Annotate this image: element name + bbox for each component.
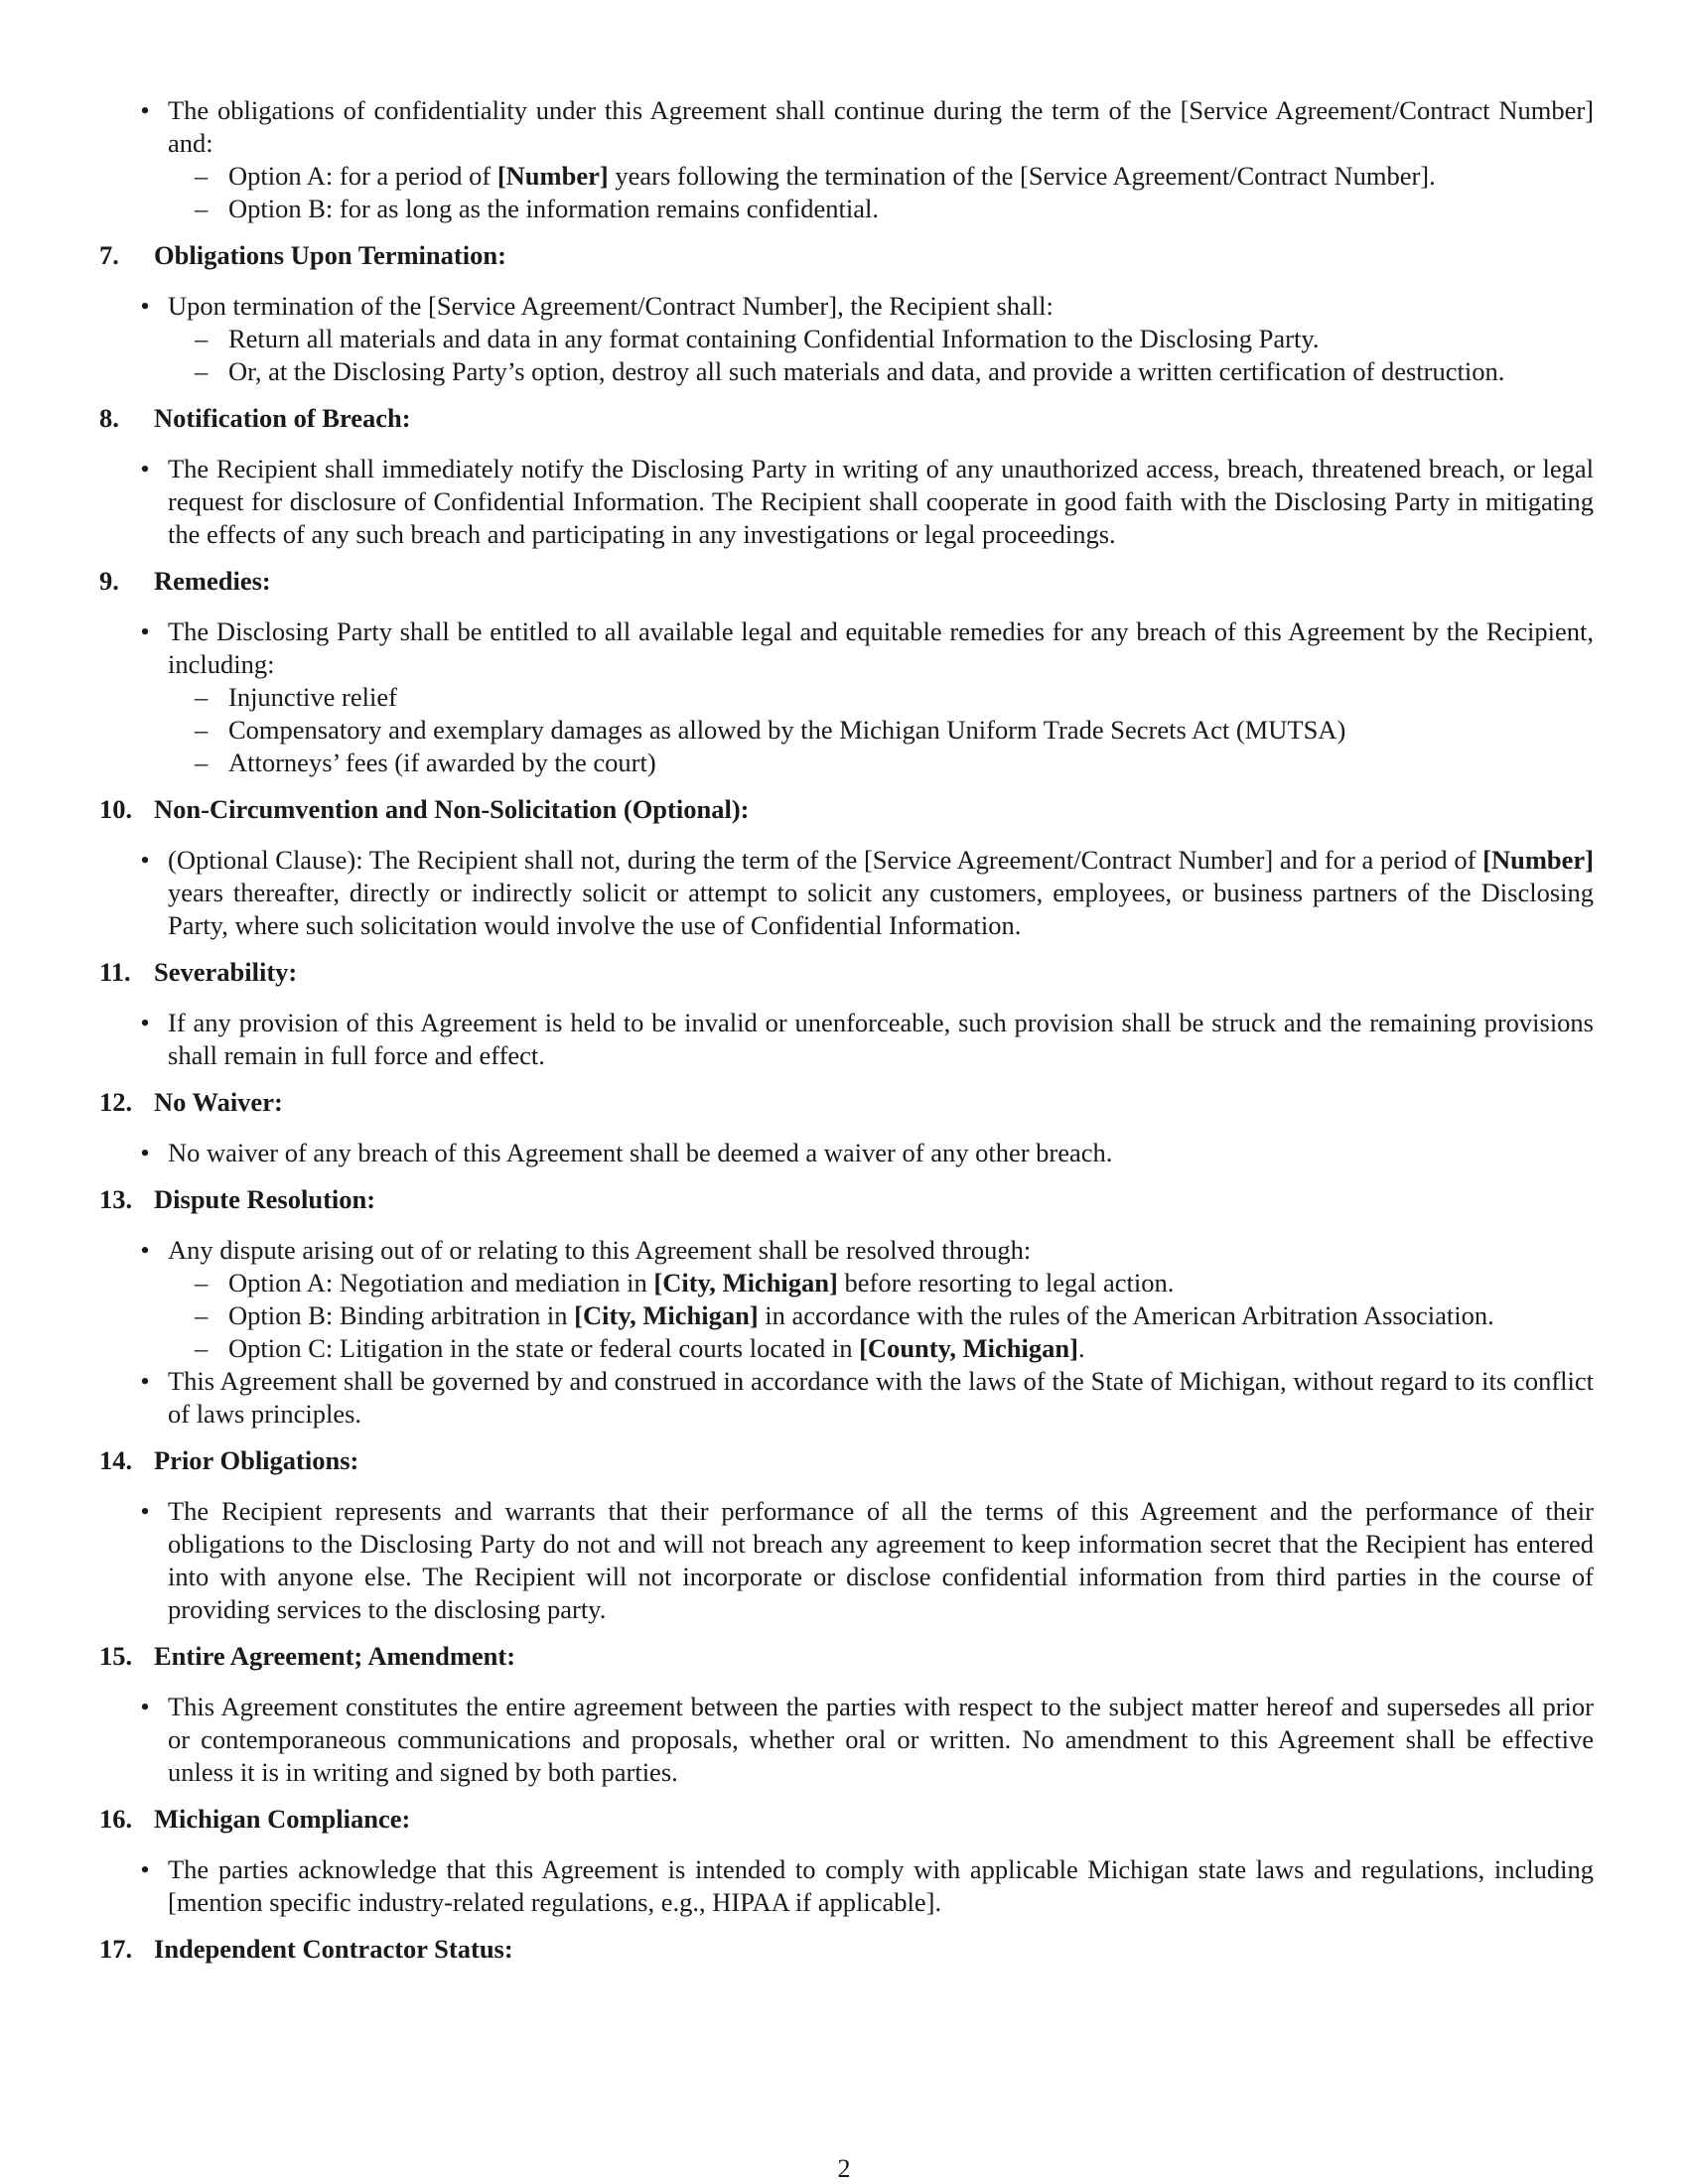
section-heading [99, 1640, 1594, 1673]
section-heading [99, 1444, 1594, 1477]
bullet-icon: • [140, 1496, 150, 1526]
list-item [99, 1495, 1594, 1626]
option-text: before resorting to legal action. [837, 1268, 1175, 1297]
section-17 [99, 1933, 1594, 1966]
section-title: Notification of Breach: [154, 403, 411, 433]
list-item-text: If any provision of this Agreement is held to be invalid or unenforceable, such provision shall be struck and the remaining provisions shall remain in full force and effect. [168, 1008, 1594, 1070]
document-page [99, 94, 1594, 1983]
bullet-icon: • [140, 845, 150, 875]
bullet-list [99, 94, 1594, 225]
bullet-icon: • [140, 616, 150, 646]
section-title: Dispute Resolution: [154, 1184, 376, 1214]
bullet-list [99, 615, 1594, 779]
section-title: Entire Agreement; Amendment: [154, 1641, 516, 1671]
list-item [99, 1365, 1594, 1431]
section-9 [99, 565, 1594, 779]
list-item-text: This Agreement shall be governed by and construed in accordance with the laws of the State of Michigan, without regard to its conflict of laws principles. [168, 1366, 1594, 1429]
section-number: 8. [99, 403, 119, 433]
list-item-text: The Recipient shall immediately notify the Disclosing Party in writing of any unauthorized access, breach, threatened breach, or legal request for disclosure of Confidential Information. The Recipient shall cooperate in good faith with the Disclosing Party in mitigating the effects of any such breach and participating in any investigations or legal proceedings. [168, 454, 1594, 549]
list-item [168, 747, 1594, 779]
list-item [99, 94, 1594, 225]
dash-icon: – [195, 1333, 209, 1363]
list-item-text: years thereafter, directly or indirectly solicit or attempt to solicit any customers, employees, or business partners of the Disclosing Party, where such solicitation would involve the use of Confidential Information. [168, 878, 1594, 940]
section-heading [99, 793, 1594, 826]
placeholder-number: [Number] [1482, 845, 1594, 875]
list-item-text: The obligations of confidentiality under this Agreement shall continue during the term of the [Service Agreement/Contract Number] and: [168, 95, 1594, 158]
dash-list [168, 681, 1594, 779]
bullet-list [99, 1007, 1594, 1072]
section-7 [99, 239, 1594, 388]
bullet-icon: • [140, 1692, 150, 1721]
bullet-list [99, 844, 1594, 942]
list-item [168, 193, 1594, 225]
bullet-icon: • [140, 1138, 150, 1167]
bullet-icon: • [140, 1854, 150, 1884]
list-item [99, 1691, 1594, 1789]
bullet-icon: • [140, 291, 150, 321]
bullet-icon: • [140, 95, 150, 125]
bullet-icon: • [140, 1235, 150, 1265]
option-placeholder: [City, Michigan] [653, 1268, 838, 1297]
dash-icon: – [195, 161, 209, 191]
section-title: Remedies: [154, 566, 271, 596]
option-placeholder: [County, Michigan] [859, 1333, 1078, 1363]
bullet-list [99, 1137, 1594, 1169]
list-item [168, 1267, 1594, 1299]
option-text: Option A: Negotiation and mediation in [228, 1268, 654, 1297]
list-item-text: Attorneys’ fees (if awarded by the court) [228, 748, 656, 777]
section-number: 9. [99, 566, 119, 596]
bullet-list [99, 290, 1594, 388]
list-item-text: Compensatory and exemplary damages as allowed by the Michigan Uniform Trade Secrets Act (MUTSA) [228, 715, 1346, 745]
list-item [99, 1007, 1594, 1072]
section-title: Non-Circumvention and Non-Solicitation (Optional): [154, 794, 750, 824]
section-heading [99, 1183, 1594, 1216]
section-8 [99, 402, 1594, 551]
dash-icon: – [195, 1300, 209, 1330]
section-title: Independent Contractor Status: [154, 1934, 513, 1964]
list-item [99, 1137, 1594, 1169]
section-number: 15. [99, 1641, 133, 1671]
section-title: Michigan Compliance: [154, 1804, 411, 1834]
dash-icon: – [195, 356, 209, 386]
section-heading [99, 239, 1594, 272]
page-number: 2 [837, 2154, 851, 2183]
option-placeholder: [City, Michigan] [574, 1300, 759, 1330]
option-text: in accordance with the rules of the American Arbitration Association. [758, 1300, 1494, 1330]
dash-icon: – [195, 715, 209, 745]
dash-icon: – [195, 324, 209, 353]
option-text: years following the termination of the [Service Agreement/Contract Number]. [608, 161, 1436, 191]
option-text: . [1077, 1333, 1085, 1363]
section-number: 17. [99, 1934, 133, 1964]
section-heading [99, 402, 1594, 435]
bullet-list [99, 1691, 1594, 1789]
list-item-text: Return all materials and data in any format containing Confidential Information to the Disclosing Party. [228, 324, 1320, 353]
list-item [168, 355, 1594, 388]
dash-list [168, 1267, 1594, 1365]
list-item [168, 714, 1594, 747]
dash-list [168, 323, 1594, 388]
dash-icon: – [195, 1268, 209, 1297]
section-title: No Waiver: [154, 1087, 283, 1117]
bullet-icon: • [140, 454, 150, 483]
bullet-icon: • [140, 1008, 150, 1037]
bullet-list [99, 1234, 1594, 1431]
option-text: Option C: Litigation in the state or federal courts located in [228, 1333, 860, 1363]
list-item-text: The Recipient represents and warrants that their performance of all the terms of this Agreement and the performance of their obligations to the Disclosing Party do not and will not breach any agreement to keep information secret that the Recipient has entered into with anyone else. The Recipient will not incorporate or disclose confidential information from third parties in the course of providing services to the disclosing party. [168, 1496, 1594, 1624]
dash-icon: – [195, 194, 209, 223]
list-item [99, 453, 1594, 551]
section-12 [99, 1086, 1594, 1169]
section-number: 16. [99, 1804, 133, 1834]
option-text: Option A: for a period of [228, 161, 497, 191]
option-text: Option B: for as long as the information remains confidential. [228, 194, 879, 223]
list-item [168, 1299, 1594, 1332]
dash-icon: – [195, 682, 209, 712]
section-number: 11. [99, 957, 131, 987]
list-item-text: Or, at the Disclosing Party’s option, destroy all such materials and data, and provide a written certification of destruction. [228, 356, 1505, 386]
section-title: Severability: [154, 957, 298, 987]
section-number: 10. [99, 794, 133, 824]
bullet-list [99, 1495, 1594, 1626]
option-text: Option B: Binding arbitration in [228, 1300, 575, 1330]
section-title: Prior Obligations: [154, 1445, 359, 1475]
list-item [168, 323, 1594, 355]
list-item-text: (Optional Clause): The Recipient shall not, during the term of the [Service Agreement/Contract Number] and for a period of [168, 845, 1483, 875]
list-item-text: Injunctive relief [228, 682, 397, 712]
option-placeholder: [Number] [496, 161, 609, 191]
list-item [99, 615, 1594, 779]
section-heading [99, 1086, 1594, 1119]
section-title: Obligations Upon Termination: [154, 240, 506, 270]
section-number: 13. [99, 1184, 133, 1214]
list-item [168, 681, 1594, 714]
list-item-text: The Disclosing Party shall be entitled to all available legal and equitable remedies for any breach of this Agreement by the Recipient, including: [168, 616, 1594, 679]
list-item [99, 1853, 1594, 1919]
list-item [99, 844, 1594, 942]
list-item-text: The parties acknowledge that this Agreement is intended to comply with applicable Michigan state laws and regulations, including [mention specific industry-related regulations, e.g., HIPAA if applicable]. [168, 1854, 1594, 1917]
section-heading [99, 956, 1594, 989]
list-item [99, 290, 1594, 388]
list-item [168, 1332, 1594, 1365]
section-14 [99, 1444, 1594, 1626]
list-item [168, 160, 1594, 193]
list-item-text: Upon termination of the [Service Agreement/Contract Number], the Recipient shall: [168, 291, 1054, 321]
section-heading [99, 1803, 1594, 1836]
section-11 [99, 956, 1594, 1072]
section-number: 7. [99, 240, 119, 270]
section-16 [99, 1803, 1594, 1919]
section-10 [99, 793, 1594, 942]
list-item [99, 1234, 1594, 1365]
section-number: 12. [99, 1087, 133, 1117]
list-item-text: This Agreement constitutes the entire agreement between the parties with respect to the subject matter hereof and supersedes all prior or contemporaneous communications and proposals, whether oral or written. No amendment to this Agreement shall be effective unless it is in writing and signed by both parties. [168, 1692, 1594, 1787]
section-13 [99, 1183, 1594, 1431]
dash-icon: – [195, 748, 209, 777]
list-item-text: No waiver of any breach of this Agreement shall be deemed a waiver of any other breach. [168, 1138, 1113, 1167]
bullet-list [99, 1853, 1594, 1919]
list-item-text: Any dispute arising out of or relating to this Agreement shall be resolved through: [168, 1235, 1032, 1265]
section-heading [99, 565, 1594, 598]
bullet-icon: • [140, 1366, 150, 1396]
dash-list [168, 160, 1594, 225]
bullet-list [99, 453, 1594, 551]
section-number: 14. [99, 1445, 133, 1475]
section-heading [99, 1933, 1594, 1966]
section-6-continuation [99, 94, 1594, 225]
section-15 [99, 1640, 1594, 1789]
